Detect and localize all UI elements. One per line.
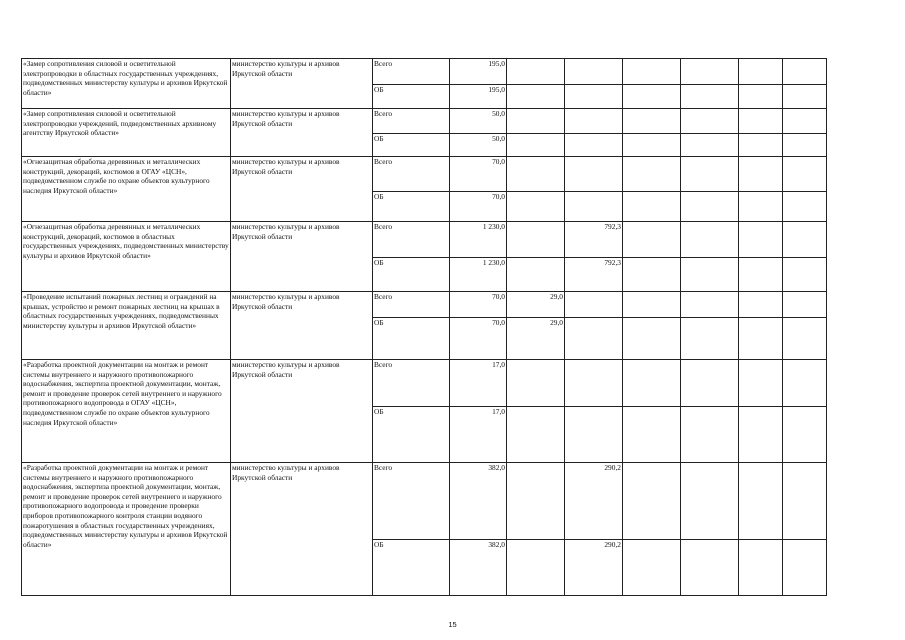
- funding-source-regional-budget: ОБ: [373, 407, 450, 463]
- total-value-cell: 290,2: [565, 463, 623, 540]
- regional-budget-value-cell: [623, 407, 681, 463]
- regional-budget-value-cell: [783, 192, 827, 222]
- funding-table: [21, 58, 827, 596]
- regional-budget-value-cell: [681, 85, 739, 109]
- funding-table-body: [22, 59, 827, 596]
- regional-budget-value-cell: [565, 192, 623, 222]
- funding-source-regional-budget: ОБ: [373, 85, 450, 109]
- regional-budget-value-cell: [623, 540, 681, 596]
- funding-source-total: Всего: [373, 292, 450, 318]
- regional-budget-value-cell: [783, 258, 827, 292]
- total-value-cell: [783, 463, 827, 540]
- regional-budget-value-cell: 382,0: [450, 540, 507, 596]
- funding-source-total: Всего: [373, 59, 450, 85]
- total-value-cell: [739, 109, 783, 134]
- total-value-cell: [565, 59, 623, 85]
- responsible-executor: министерство культуры и архивов Иркутской области: [231, 157, 373, 222]
- regional-budget-value-cell: [565, 407, 623, 463]
- total-value-cell: [507, 59, 565, 85]
- table-row: [22, 222, 827, 258]
- total-value-cell: [507, 157, 565, 192]
- responsible-executor: министерство культуры и архивов Иркутской области: [231, 360, 373, 463]
- regional-budget-value-cell: [681, 192, 739, 222]
- funding-source-regional-budget: ОБ: [373, 134, 450, 157]
- regional-budget-value-cell: [623, 192, 681, 222]
- funding-source-regional-budget: ОБ: [373, 318, 450, 360]
- measure-name: «Проведение испытаний пожарных лестниц и ограждений на крышах, устройство и ремонт пожарных лестниц на крышах в областных государственных учреждениях, подведомственных министерству культуры и архивов Иркутской области»: [22, 292, 231, 360]
- total-value-cell: 70,0: [450, 157, 507, 192]
- regional-budget-value-cell: [623, 134, 681, 157]
- regional-budget-value-cell: [681, 540, 739, 596]
- funding-source-total: Всего: [373, 222, 450, 258]
- total-value-cell: [623, 157, 681, 192]
- regional-budget-value-cell: [783, 134, 827, 157]
- total-value-cell: 382,0: [450, 463, 507, 540]
- total-value-cell: [507, 109, 565, 134]
- regional-budget-value-cell: [783, 318, 827, 360]
- total-value-cell: [507, 463, 565, 540]
- total-value-cell: [681, 222, 739, 258]
- regional-budget-value-cell: [623, 258, 681, 292]
- table-row: [22, 360, 827, 407]
- measure-name: «Огнезащитная обработка деревянных и металлических конструкций, декораций, костюмов в областных государственных учреждениях, подведомственных министерству культуры и архивов Иркутской области»: [22, 222, 231, 292]
- regional-budget-value-cell: [507, 540, 565, 596]
- total-value-cell: [623, 109, 681, 134]
- total-value-cell: [739, 463, 783, 540]
- measure-name: «Огнезащитная обработка деревянных и металлических конструкций, декораций, костюмов в ОГАУ «ЦСН», подведомственном службе по охране объектов культурного наследия Иркутской области»: [22, 157, 231, 222]
- table-row: [22, 292, 827, 318]
- funding-source-total: Всего: [373, 109, 450, 134]
- total-value-cell: [739, 157, 783, 192]
- total-value-cell: [681, 59, 739, 85]
- regional-budget-value-cell: [507, 258, 565, 292]
- regional-budget-value-cell: [739, 134, 783, 157]
- funding-source-regional-budget: ОБ: [373, 192, 450, 222]
- page-number: 15: [448, 620, 457, 629]
- total-value-cell: 792,3: [565, 222, 623, 258]
- regional-budget-value-cell: [783, 540, 827, 596]
- total-value-cell: [783, 157, 827, 192]
- total-value-cell: [739, 292, 783, 318]
- total-value-cell: [565, 157, 623, 192]
- total-value-cell: [623, 463, 681, 540]
- regional-budget-value-cell: [681, 258, 739, 292]
- regional-budget-value-cell: 792,3: [565, 258, 623, 292]
- regional-budget-value-cell: [739, 85, 783, 109]
- total-value-cell: 29,0: [507, 292, 565, 318]
- total-value-cell: 1 230,0: [450, 222, 507, 258]
- regional-budget-value-cell: [783, 407, 827, 463]
- table-row: [22, 59, 827, 85]
- regional-budget-value-cell: 17,0: [450, 407, 507, 463]
- total-value-cell: [739, 59, 783, 85]
- regional-budget-value-cell: [565, 85, 623, 109]
- funding-source-total: Всего: [373, 463, 450, 540]
- total-value-cell: [507, 222, 565, 258]
- total-value-cell: [623, 222, 681, 258]
- regional-budget-value-cell: [565, 318, 623, 360]
- regional-budget-value-cell: 70,0: [450, 192, 507, 222]
- regional-budget-value-cell: [739, 258, 783, 292]
- regional-budget-value-cell: [739, 407, 783, 463]
- total-value-cell: [739, 360, 783, 407]
- regional-budget-value-cell: [507, 85, 565, 109]
- regional-budget-value-cell: [739, 318, 783, 360]
- measure-name: «Разработка проектной документации на монтаж и ремонт системы внутреннего и наружного противопожарного водоснабжения, экспертиза проектной документации, монтаж, ремонт и проведение проверок сетей внутреннего и наружного противопожарного водопровода в ОГАУ «ЦСН», подведомственном службе по охране объектов культурного наследия Иркутской области»: [22, 360, 231, 463]
- total-value-cell: 195,0: [450, 59, 507, 85]
- total-value-cell: [623, 360, 681, 407]
- total-value-cell: [681, 157, 739, 192]
- total-value-cell: [507, 360, 565, 407]
- total-value-cell: [681, 463, 739, 540]
- funding-source-total: Всего: [373, 360, 450, 407]
- total-value-cell: 50,0: [450, 109, 507, 134]
- regional-budget-value-cell: [739, 192, 783, 222]
- measure-name: «Разработка проектной документации на монтаж и ремонт системы внутреннего и наружного противопожарного водоснабжения, экспертиза проектной документации, монтаж, ремонт и проведение проверок сетей внутреннего и наружного противопожарного водопровода и проведение проверки приборов противопожарного контроля станции водяного пожаротушения в областных государственных учреждениях, подведомственных министерству культуры и архивов Иркутской области»: [22, 463, 231, 596]
- responsible-executor: министерство культуры и архивов Иркутской области: [231, 109, 373, 157]
- regional-budget-value-cell: 1 230,0: [450, 258, 507, 292]
- total-value-cell: [783, 222, 827, 258]
- total-value-cell: [623, 292, 681, 318]
- regional-budget-value-cell: [739, 540, 783, 596]
- regional-budget-value-cell: [783, 85, 827, 109]
- total-value-cell: [681, 292, 739, 318]
- total-value-cell: [681, 109, 739, 134]
- table-row: [22, 463, 827, 540]
- total-value-cell: [681, 360, 739, 407]
- regional-budget-value-cell: [623, 85, 681, 109]
- table-row: [22, 109, 827, 134]
- funding-source-regional-budget: ОБ: [373, 540, 450, 596]
- total-value-cell: 17,0: [450, 360, 507, 407]
- total-value-cell: [783, 59, 827, 85]
- total-value-cell: [739, 222, 783, 258]
- total-value-cell: [623, 59, 681, 85]
- regional-budget-value-cell: 29,0: [507, 318, 565, 360]
- table-row: [22, 157, 827, 192]
- regional-budget-value-cell: [681, 134, 739, 157]
- regional-budget-value-cell: 50,0: [450, 134, 507, 157]
- total-value-cell: [565, 360, 623, 407]
- measure-name: «Замер сопротивления силовой и осветительной электропроводки учреждений, подведомственных архивному агентству Иркутской области»: [22, 109, 231, 157]
- regional-budget-value-cell: [507, 192, 565, 222]
- regional-budget-value-cell: [681, 318, 739, 360]
- total-value-cell: [783, 292, 827, 318]
- regional-budget-value-cell: [623, 318, 681, 360]
- regional-budget-value-cell: [681, 407, 739, 463]
- total-value-cell: 70,0: [450, 292, 507, 318]
- total-value-cell: [783, 109, 827, 134]
- regional-budget-value-cell: [565, 134, 623, 157]
- funding-source-regional-budget: ОБ: [373, 258, 450, 292]
- funding-source-total: Всего: [373, 157, 450, 192]
- regional-budget-value-cell: 195,0: [450, 85, 507, 109]
- measure-name: «Замер сопротивления силовой и осветительной электропроводки в областных государственных учреждениях, подведомственных министерству культуры и архивов Иркутской области»: [22, 59, 231, 109]
- responsible-executor: министерство культуры и архивов Иркутской области: [231, 59, 373, 109]
- regional-budget-value-cell: [507, 134, 565, 157]
- regional-budget-value-cell: 70,0: [450, 318, 507, 360]
- regional-budget-value-cell: [507, 407, 565, 463]
- total-value-cell: [783, 360, 827, 407]
- responsible-executor: министерство культуры и архивов Иркутской области: [231, 463, 373, 596]
- responsible-executor: министерство культуры и архивов Иркутской области: [231, 292, 373, 360]
- responsible-executor: министерство культуры и архивов Иркутской области: [231, 222, 373, 292]
- regional-budget-value-cell: 290,2: [565, 540, 623, 596]
- total-value-cell: [565, 292, 623, 318]
- total-value-cell: [565, 109, 623, 134]
